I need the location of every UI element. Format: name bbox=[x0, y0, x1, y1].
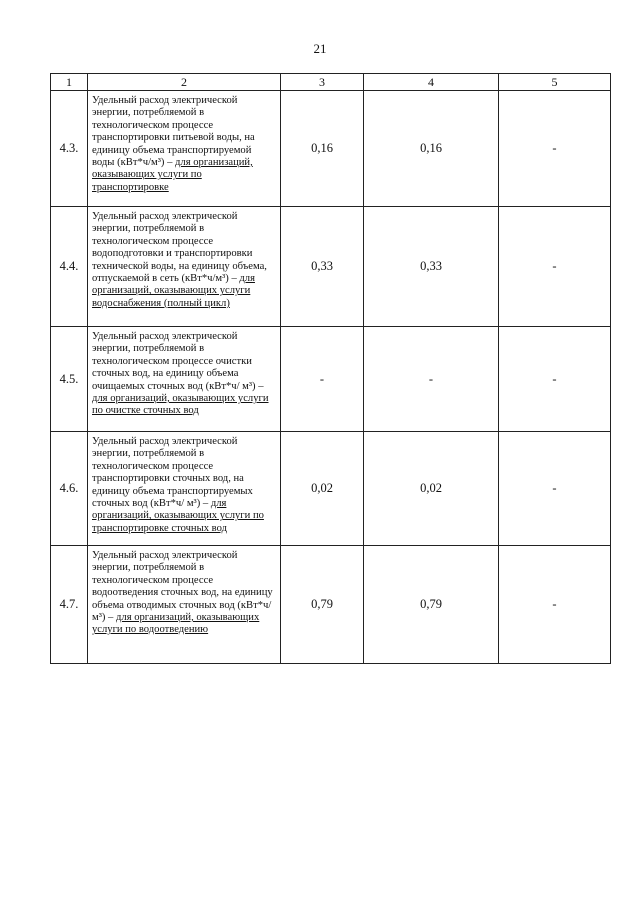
value-col-5: - bbox=[499, 432, 611, 546]
row-description bbox=[88, 327, 281, 432]
row-number: 4.3. bbox=[51, 91, 88, 207]
row-description bbox=[88, 207, 281, 327]
row-description bbox=[88, 91, 281, 207]
header-col-1: 1 bbox=[51, 74, 88, 91]
row-number: 4.7. bbox=[51, 546, 88, 664]
value-col-3: 0,33 bbox=[281, 207, 364, 327]
value-col-3: 0,16 bbox=[281, 91, 364, 207]
value-col-5: - bbox=[499, 546, 611, 664]
value-col-3: 0,79 bbox=[281, 546, 364, 664]
row-description bbox=[88, 432, 281, 546]
row-number: 4.6. bbox=[51, 432, 88, 546]
header-col-5: 5 bbox=[499, 74, 611, 91]
row-number: 4.4. bbox=[51, 207, 88, 327]
table-row bbox=[51, 546, 611, 664]
header-col-4: 4 bbox=[364, 74, 499, 91]
description-text: Удельный расход электрической энергии, потребляемой в технологическом процессе водоподготовки и транспортировки технической воды, на единицу объема, отпускаемой в сеть (кВт*ч/м³) – bbox=[92, 211, 267, 285]
value-col-5: - bbox=[499, 207, 611, 327]
table-header-row bbox=[51, 74, 611, 91]
value-col-5: - bbox=[499, 91, 611, 207]
description-text: Удельный расход электрической энергии, потребляемой в технологическом процессе транспортировки питьевой воды, на единицу объема транспортируемой воды (кВт*ч/м³) – bbox=[92, 95, 255, 169]
row-number: 4.5. bbox=[51, 327, 88, 432]
value-col-4: 0,16 bbox=[364, 91, 499, 207]
description-scope: для организаций, оказывающих услуги водоснабжения (полный цикл) bbox=[92, 273, 255, 309]
table-row bbox=[51, 432, 611, 546]
table-row bbox=[51, 207, 611, 327]
description-text: Удельный расход электрической энергии, потребляемой в технологическом процессе очистки сточных вод, на единицу объема очищаемых сточных вод (кВт*ч/ м³) – bbox=[92, 331, 264, 392]
description-text: Удельный расход электрической энергии, потребляемой в технологическом процессе транспортировки сточных вод, на единицу объема транспортируемых сточных вод (кВт*ч/ м³) – bbox=[92, 436, 253, 510]
table-row bbox=[51, 327, 611, 432]
indicators-table bbox=[50, 73, 611, 664]
description-scope: для организаций, оказывающих услуги по транспортировке сточных вод bbox=[92, 498, 264, 534]
table-row bbox=[51, 91, 611, 207]
description-scope: для организаций, оказывающих услуги по водоотведению bbox=[92, 612, 260, 636]
description-scope: для организаций, оказывающих услуги по очистке сточных вод bbox=[92, 393, 269, 417]
value-col-3: - bbox=[281, 327, 364, 432]
value-col-5: - bbox=[499, 327, 611, 432]
header-col-3: 3 bbox=[281, 74, 364, 91]
description-text: Удельный расход электрической энергии, потребляемой в технологическом процессе водоотведения сточных вод, на единицу объема отводимых сточных вод (кВт*ч/ м³) – bbox=[92, 550, 273, 624]
header-col-2: 2 bbox=[88, 74, 281, 91]
value-col-4: - bbox=[364, 327, 499, 432]
value-col-4: 0,33 bbox=[364, 207, 499, 327]
value-col-3: 0,02 bbox=[281, 432, 364, 546]
description-scope: для организаций, оказывающих услуги по транспортировке bbox=[92, 157, 253, 193]
page-number: 21 bbox=[313, 41, 327, 56]
row-description bbox=[88, 546, 281, 664]
value-col-4: 0,79 bbox=[364, 546, 499, 664]
value-col-4: 0,02 bbox=[364, 432, 499, 546]
